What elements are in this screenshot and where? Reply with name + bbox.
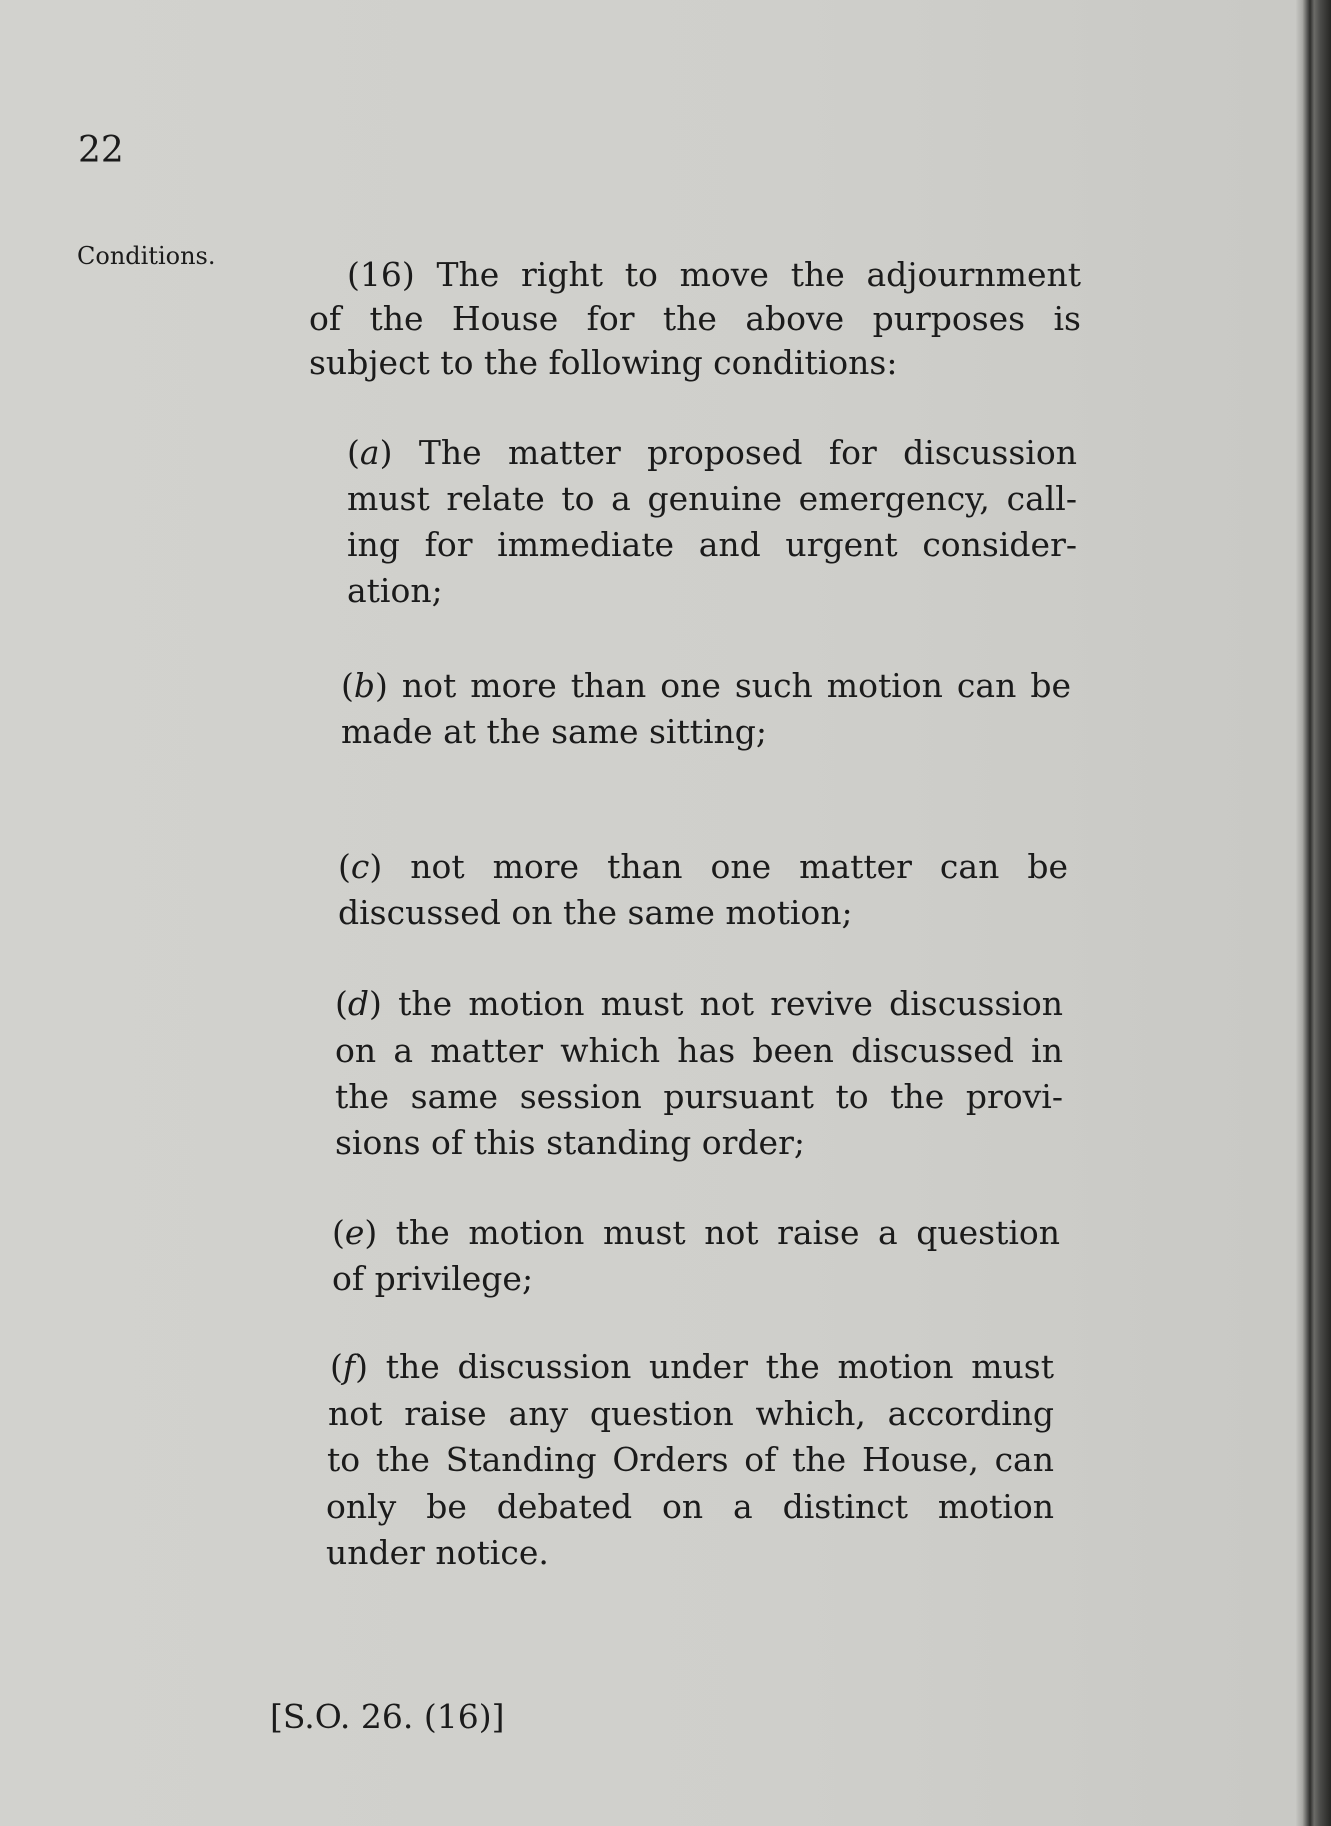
marker-open: ( [347,433,360,472]
marker-open: ( [332,1213,345,1252]
item-line: must relate to a genuine emergency, call- [347,479,1077,518]
item-line: discussed on the same motion; [338,893,853,932]
item-line-text: the motion must not revive discussion [398,984,1063,1023]
item-line [341,663,1071,709]
item-line: ation; [347,571,443,610]
marker-open: ( [330,1347,343,1386]
item-line [347,430,1077,476]
item-line-text: The matter proposed for discussion [418,433,1077,472]
item-line-text: not more than one matter can be [410,847,1068,886]
item-letter: b [353,666,375,705]
item-letter: f [342,1347,356,1386]
marker-open: ( [341,666,354,705]
item-line: sions of this standing order; [335,1123,805,1162]
paragraph-line: subject to the following conditions: [309,343,898,382]
item-line-text: the discussion under the motion must [385,1347,1054,1386]
item-line: of privilege; [332,1259,534,1298]
item-line: the same session pursuant to the provi- [335,1077,1063,1116]
item-line [332,1210,1060,1256]
book-binding-edge [1296,0,1331,1826]
item-line: under notice. [326,1533,549,1572]
marker-close: ) [369,984,382,1023]
item-line [335,981,1063,1027]
marker-close: ) [369,847,383,886]
item-line: not raise any question which, according [328,1394,1054,1433]
page-number: 22 [78,130,124,171]
marker-close: ) [364,1213,378,1252]
item-line-text: the motion must not raise a question [395,1213,1061,1252]
item-line [330,1344,1054,1390]
marker-close: ) [355,1347,368,1386]
item-letter: e [344,1213,365,1252]
paragraph-line [347,252,1081,298]
marker-open: ( [335,984,348,1023]
item-line [338,844,1068,890]
marker-close: ) [375,666,388,705]
item-line: made at the same sitting; [341,712,768,751]
standing-order-reference: [S.O. 26. (16)] [270,1697,505,1736]
item-line: to the Standing Orders of the House, can [327,1440,1054,1479]
item-letter: a [359,433,380,472]
paragraph-number: (16) [347,255,415,294]
marker-open: ( [338,847,351,886]
item-letter: c [350,847,370,886]
item-letter: d [347,984,369,1023]
item-line-text: not more than one such motion can be [401,666,1071,705]
item-line: only be debated on a distinct motion [326,1487,1054,1526]
paragraph-line-text: The right to move the adjournment [436,255,1081,294]
item-line: on a matter which has been discussed in [335,1031,1063,1070]
item-line: ing for immediate and urgent consider- [347,525,1077,564]
marker-close: ) [379,433,393,472]
margin-note: Conditions. [77,242,216,270]
paragraph-line: of the House for the above purposes is [309,299,1081,338]
